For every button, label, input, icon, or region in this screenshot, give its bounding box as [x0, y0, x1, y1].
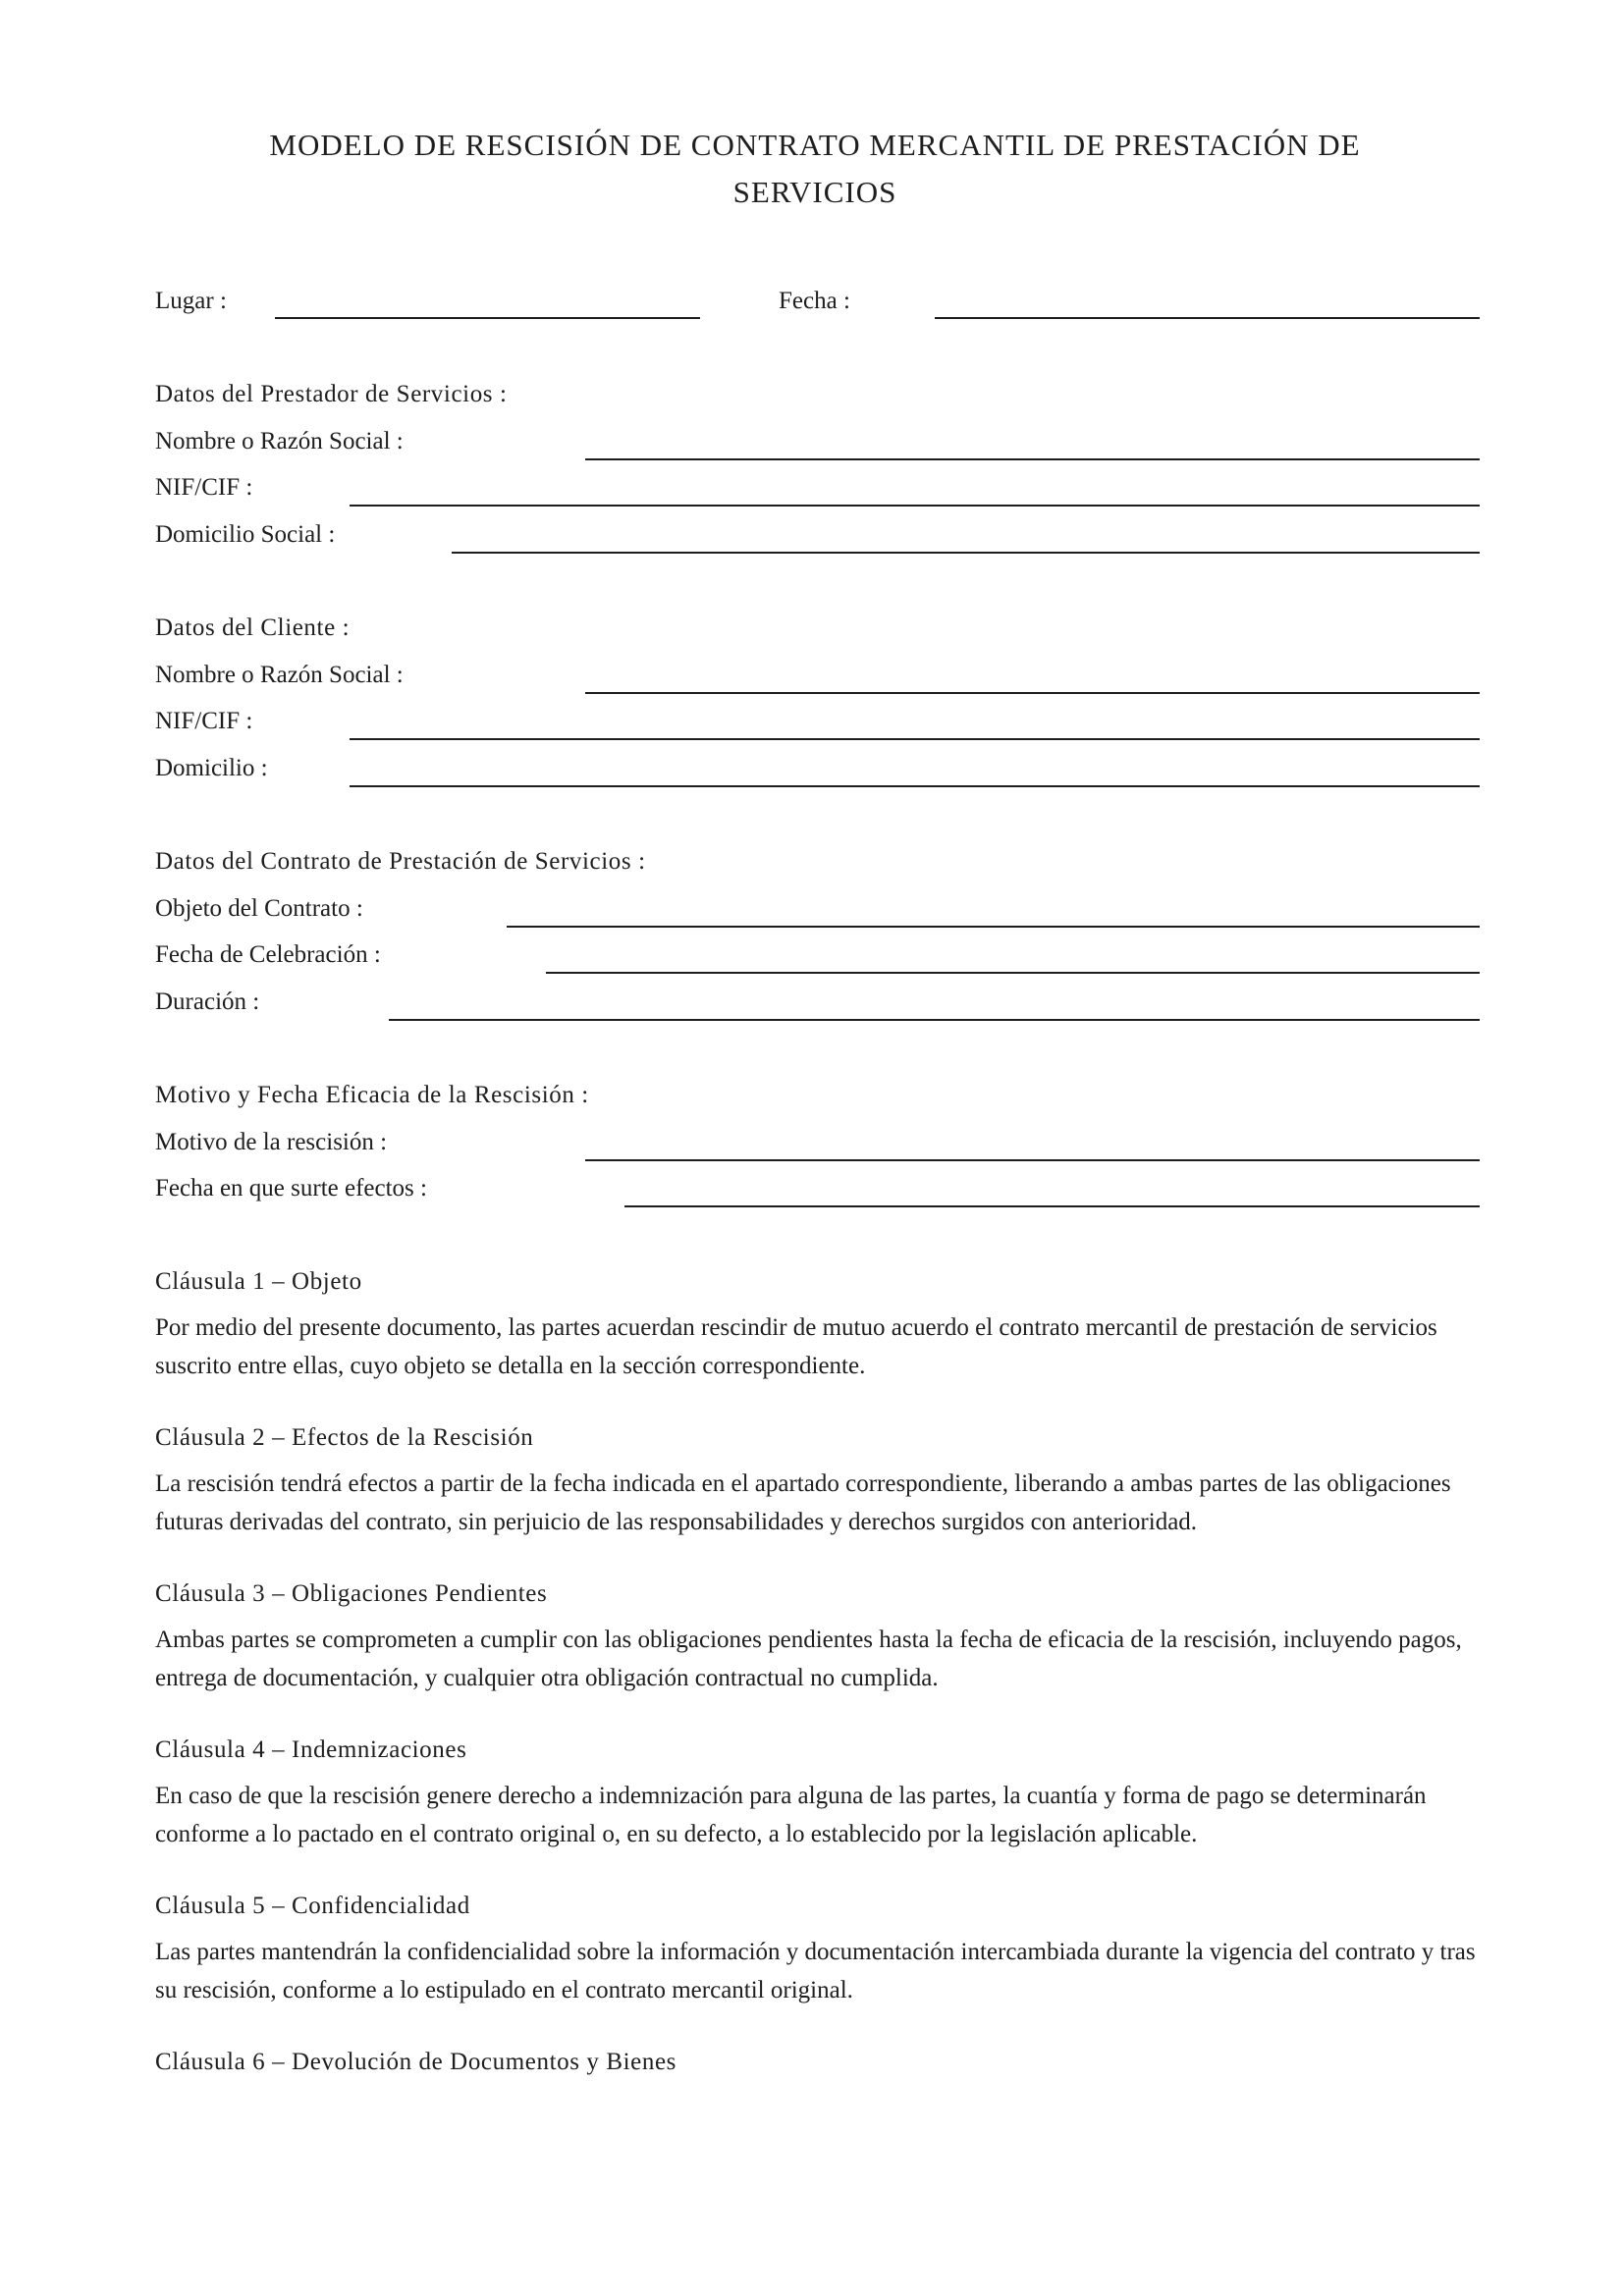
prestador-nif-field-line[interactable] — [350, 505, 1480, 507]
cliente-nif-label: NIF/CIF : — [155, 708, 253, 734]
clause-4-heading: Cláusula 4 – Indemnizaciones — [155, 1736, 467, 1763]
document-title — [137, 122, 1492, 216]
document-title-line-2: SERVICIOS — [732, 175, 897, 209]
rescision-motivo-field-line[interactable] — [585, 1159, 1480, 1161]
prestador-nombre-label: Nombre o Razón Social : — [155, 428, 404, 454]
cliente-nombre-label: Nombre o Razón Social : — [155, 662, 404, 688]
clause-2-heading: Cláusula 2 – Efectos de la Rescisión — [155, 1424, 534, 1451]
lugar-label: Lugar : — [155, 288, 227, 314]
clause-3-text: Ambas partes se comprometen a cumplir con las obligaciones pendientes hasta la fecha de eficacia de la rescisión, incluyendo pagos, entrega de documentación, y cualquier otra obligación contractual no cumplida. — [155, 1627, 1462, 1691]
contrato-duracion-label: Duración : — [155, 988, 260, 1015]
prestador-domicilio-field-line[interactable] — [452, 552, 1480, 554]
clause-6-heading: Cláusula 6 – Devolución de Documentos y Bienes — [155, 2049, 677, 2075]
clause-2-text: La rescisión tendrá efectos a partir de la fecha indicada en el apartado correspondiente, liberando a ambas partes de las obligaciones futuras derivadas del contrato, sin perjuicio de las responsabilidades y derechos surgidos con anterioridad. — [155, 1470, 1451, 1535]
rescision-fecha-field-line[interactable] — [624, 1205, 1480, 1207]
contrato-duracion-field-line[interactable] — [389, 1019, 1480, 1021]
prestador-domicilio-label: Domicilio Social : — [155, 521, 336, 548]
fecha-label: Fecha : — [779, 288, 850, 314]
clause-1-text: Por medio del presente documento, las partes acuerdan rescindir de mutuo acuerdo el contrato mercantil de prestación de servicios suscrito entre ellas, cuyo objeto se detalla en la sección correspondiente. — [155, 1314, 1437, 1379]
rescision-section-heading: Motivo y Fecha Eficacia de la Rescisión : — [155, 1082, 589, 1108]
contrato-objeto-label: Objeto del Contrato : — [155, 895, 363, 922]
rescision-fecha-label: Fecha en que surte efectos : — [155, 1175, 427, 1201]
fecha-field-line[interactable] — [935, 317, 1480, 319]
clause-5-heading: Cláusula 5 – Confidencialidad — [155, 1893, 470, 1919]
clause-4-text: En caso de que la rescisión genere derecho a indemnización para alguna de las partes, la cuantía y forma de pago se determinarán conforme a lo pactado en el contrato original o, en su defecto, a lo establecido por la legislación aplicable. — [155, 1783, 1427, 1847]
contrato-fecha-field-line[interactable] — [546, 972, 1480, 974]
cliente-domicilio-field-line[interactable] — [350, 785, 1480, 787]
cliente-section-heading: Datos del Cliente : — [155, 614, 351, 641]
document-title-line-1: MODELO DE RESCISIÓN DE CONTRATO MERCANTIL DE PRESTACIÓN DE — [269, 128, 1361, 162]
clause-1-heading: Cláusula 1 – Objeto — [155, 1268, 362, 1295]
cliente-nombre-field-line[interactable] — [585, 692, 1480, 694]
contrato-objeto-field-line[interactable] — [507, 926, 1480, 928]
clause-5-text: Las partes mantendrán la confidencialidad sobre la información y documentación intercambiada durante la vigencia del contrato y tras su rescisión, conforme a lo estipulado en el contrato mercantil original. — [155, 1939, 1476, 2003]
contrato-section-heading: Datos del Contrato de Prestación de Servicios : — [155, 848, 646, 875]
contrato-fecha-label: Fecha de Celebración : — [155, 941, 381, 968]
prestador-nif-label: NIF/CIF : — [155, 474, 253, 501]
cliente-nif-field-line[interactable] — [350, 738, 1480, 740]
rescision-motivo-label: Motivo de la rescisión : — [155, 1129, 388, 1155]
cliente-domicilio-label: Domicilio : — [155, 755, 268, 781]
prestador-section-heading: Datos del Prestador de Servicios : — [155, 381, 508, 407]
clause-3-heading: Cláusula 3 – Obligaciones Pendientes — [155, 1580, 548, 1607]
lugar-field-line[interactable] — [275, 317, 700, 319]
prestador-nombre-field-line[interactable] — [585, 458, 1480, 460]
